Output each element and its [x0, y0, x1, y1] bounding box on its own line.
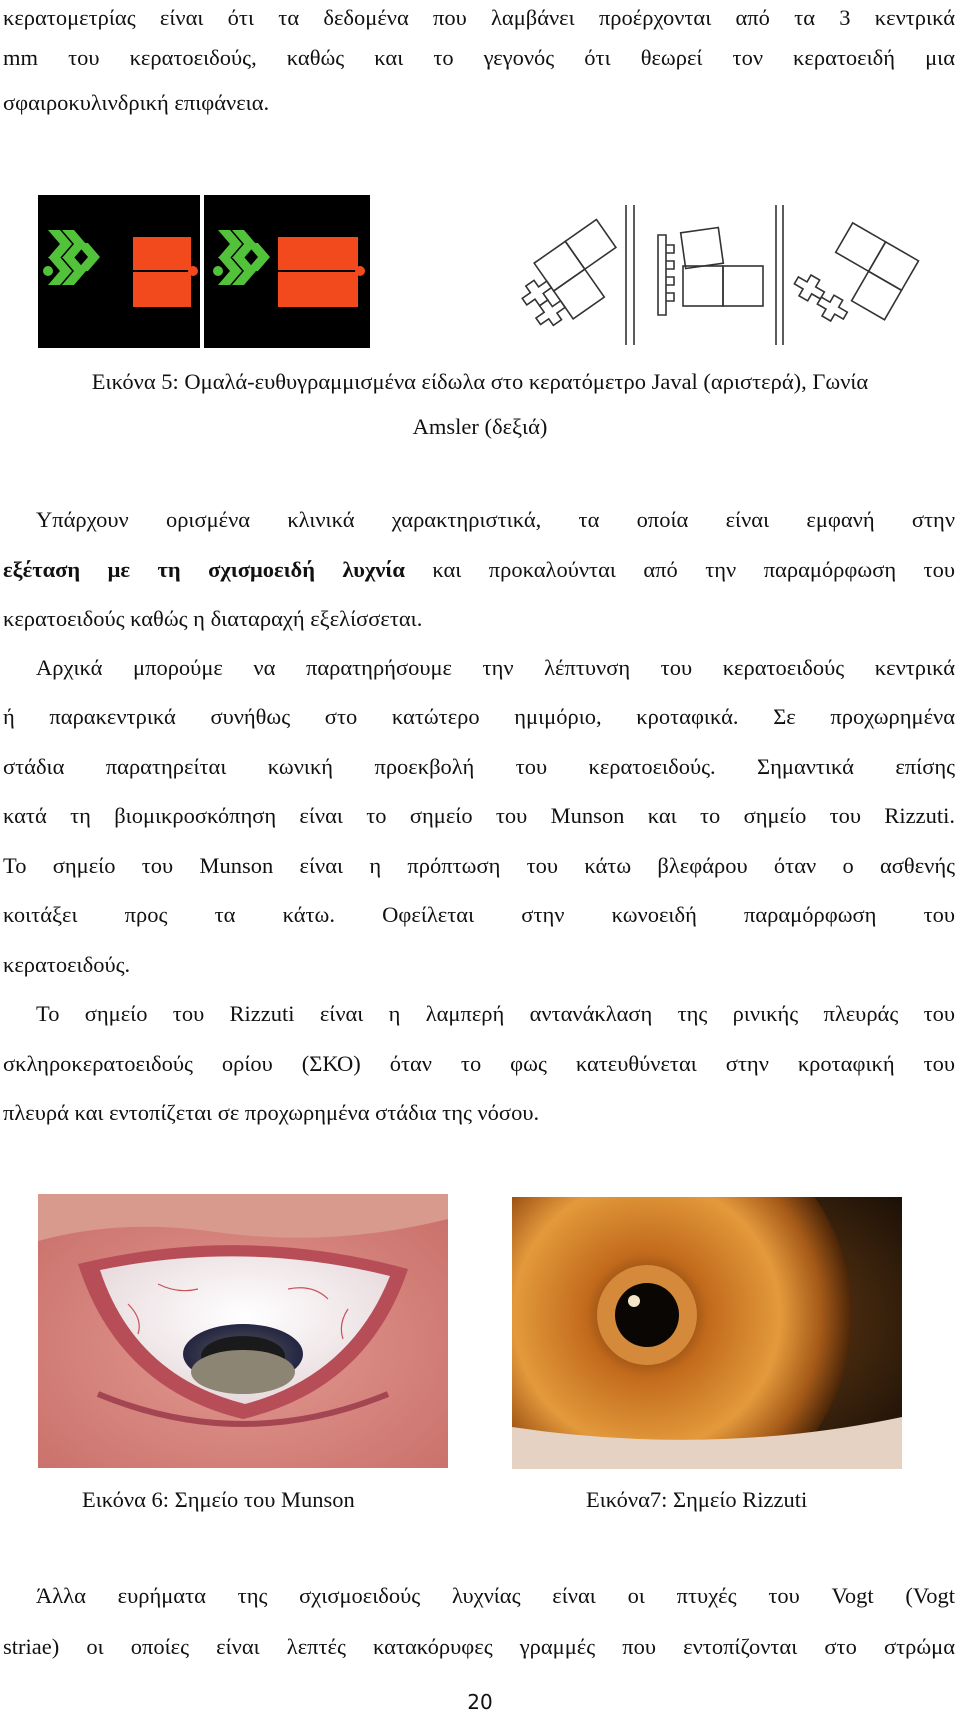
- amsler-angle-image: [508, 205, 928, 350]
- page-number: 20: [467, 1690, 493, 1714]
- text-line: Άλλα ευρήματα της σχισμοειδούς λυχνίας είναι οι πτυχές του Vogt (Vogt: [36, 1583, 955, 1608]
- munson-sign-photo: [38, 1194, 448, 1468]
- text-line: σκληροκερατοειδούς ορίου (ΣΚΟ) όταν το φως κατευθύνεται στην κροταφική του: [3, 1051, 955, 1076]
- text-line: mm του κερατοειδούς, καθώς και το γεγονός ότι θεωρεί τον κερατοειδή μια: [3, 45, 955, 70]
- text-line: στάδια παρατηρείται κωνική προεκβολή του κερατοειδούς. Σημαντικά επίσης: [3, 754, 955, 779]
- text-line: πλευρά και εντοπίζεται σε προχωρημένα στάδια της νόσου.: [3, 1100, 540, 1125]
- text-line: Υπάρχουν ορισμένα κλινικά χαρακτηριστικά, τα οποία είναι εμφανή στην: [36, 507, 955, 532]
- figure7-caption: Εικόνα7: Σημείο Rizzuti: [586, 1487, 808, 1512]
- rizzuti-sign-photo: [512, 1197, 902, 1469]
- text-line: κερατομετρίας είναι ότι τα δεδομένα που λαμβάνει προέρχονται από τα 3 κεντρικά: [3, 5, 955, 30]
- text-line: Το σημείο του Rizzuti είναι η λαμπερή αντανάκλαση της ρινικής πλευράς του: [36, 1001, 955, 1026]
- text-line: Το σημείο του Munson είναι η πρόπτωση του κάτω βλεφάρου όταν ο ασθενής: [3, 853, 955, 878]
- text-line: ή παρακεντρικά συνήθως στο κατώτερο ημιμόριο, κροταφικά. Σε προχωρημένα: [3, 704, 955, 729]
- text-line: κατά τη βιομικροσκόπηση είναι το σημείο του Munson και το σημείο του Rizzuti.: [3, 803, 955, 828]
- text-line: striae) οι οποίες είναι λεπτές κατακόρυφες γραμμές που εντοπίζονται στο στρώμα: [3, 1634, 955, 1659]
- text-line: κερατοειδούς.: [3, 952, 131, 977]
- text-line: [3, 555, 955, 585]
- text-line: κοιτάξει προς τα κάτω. Οφείλεται στην κωνοειδή παραμόρφωση του: [3, 902, 955, 927]
- figure5-caption-line2: Amsler (δεξιά): [412, 414, 548, 439]
- figure5-caption-line1: Εικόνα 5: Ομαλά-ευθυγραμμισμένα είδωλα στο κερατόμετρο Javal (αριστερά), Γωνία: [91, 369, 869, 394]
- javal-keratometer-mires-image: [38, 195, 370, 348]
- text-line: κερατοειδούς καθώς η διαταραχή εξελίσσεται.: [3, 606, 423, 631]
- text-line: σφαιροκυλινδρική επιφάνεια.: [3, 90, 270, 115]
- text-span: και προκαλούνται από την παραμόρφωση του: [404, 557, 955, 582]
- bold-term: εξέταση με τη σχισμοειδή λυχνία: [3, 557, 405, 582]
- text-line: Αρχικά μπορούμε να παρατηρήσουμε την λέπτυνση του κερατοειδούς κεντρικά: [36, 655, 955, 680]
- figure6-caption: Εικόνα 6: Σημείο του Munson: [82, 1487, 355, 1512]
